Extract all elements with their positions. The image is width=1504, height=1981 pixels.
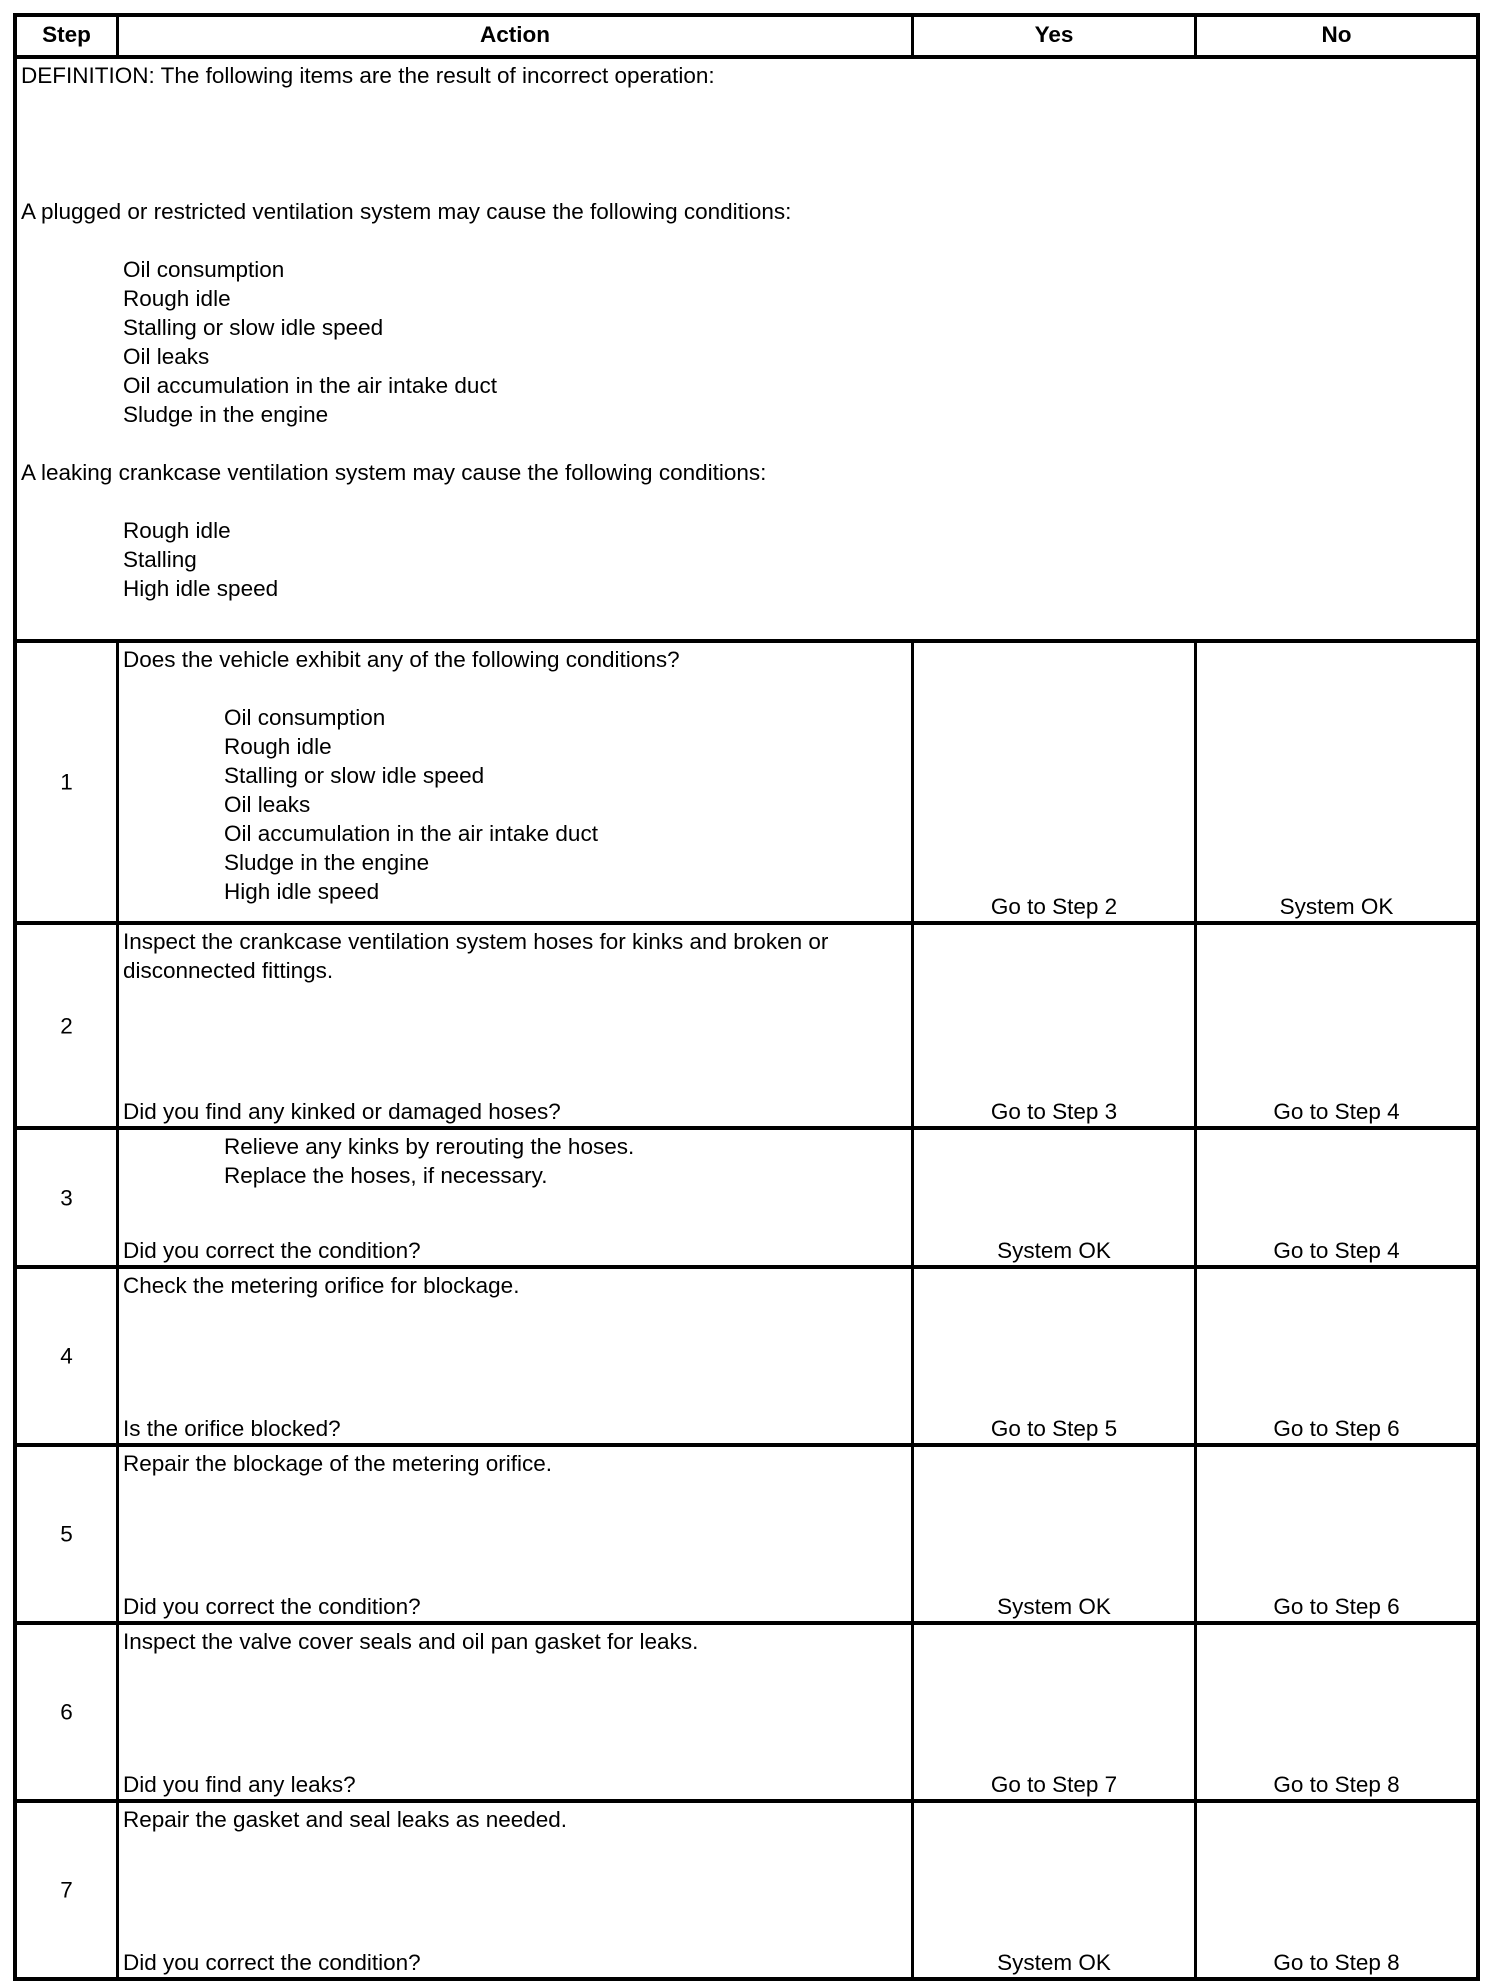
plugged-title: A plugged or restricted ventilation system may cause the following conditions: [21,199,792,224]
step-action: Inspect the crankcase ventilation system hoses for kinks and broken or disconnected fittings. [123,929,829,983]
list-item: Rough idle [123,286,231,311]
list-item: Sludge in the engine [123,402,329,427]
condition-list [123,703,907,906]
step-number: 2 [60,1013,73,1038]
no-result: Go to Step 8 [1273,1772,1400,1797]
step-action: Inspect the valve cover seals and oil pan gasket for leaks. [123,1629,699,1654]
yes-result: Go to Step 2 [990,894,1118,919]
plugged-list [21,255,1472,429]
list-item: Stalling [123,547,197,572]
step-action: Repair the gasket and seal leaks as needed. [123,1807,568,1832]
no-result: Go to Step 6 [1273,1594,1400,1619]
header-step: Step [42,22,91,47]
table-row-step-7 [17,1799,1476,1977]
step-action: Check the metering orifice for blockage. [123,1273,520,1298]
instruction-list [123,1132,907,1190]
step-number: 6 [60,1699,73,1725]
no-result: System OK [1279,894,1394,919]
table-row-step-5 [17,1443,1476,1621]
list-item: Replace the hoses, if necessary. [224,1163,548,1188]
list-item: Oil leaks [224,792,311,817]
header-yes: Yes [911,17,1194,55]
leaking-title: A leaking crankcase ventilation system may cause the following conditions: [21,460,767,485]
step-number: 7 [60,1877,73,1903]
yes-result: System OK [997,1238,1111,1263]
list-item: Sludge in the engine [224,850,430,875]
definition-intro: DEFINITION: The following items are the result of incorrect operation: [21,63,715,88]
step-question: Is the orifice blocked? [123,1416,341,1441]
step-question: Did you find any leaks? [123,1772,356,1797]
table-row-step-3 [17,1126,1476,1265]
list-item: Oil consumption [224,705,386,730]
step-action: Does the vehicle exhibit any of the following conditions? [123,647,680,672]
header-no: No [1194,17,1476,55]
list-item: Relieve any kinks by rerouting the hoses. [224,1134,635,1159]
table-header [17,17,1476,55]
header-action: Action [116,17,911,55]
no-result: Go to Step 6 [1273,1416,1400,1441]
yes-result: System OK [997,1950,1111,1975]
no-result: Go to Step 4 [1273,1099,1400,1124]
list-item: Rough idle [224,734,332,759]
list-item: Oil consumption [123,257,285,282]
list-item: Rough idle [123,518,231,543]
list-item: Oil accumulation in the air intake duct [123,373,497,398]
yes-result: Go to Step 3 [990,1099,1118,1124]
list-item: High idle speed [224,879,380,904]
leaking-list [21,516,1472,603]
list-item: Stalling or slow idle speed [123,315,384,340]
diagnostic-table [13,13,1480,1981]
yes-result: System OK [997,1594,1111,1619]
list-item: Oil leaks [123,344,210,369]
step-number: 5 [60,1521,73,1547]
step-question: Did you correct the condition? [123,1238,421,1263]
list-item: High idle speed [123,576,279,601]
step-number: 1 [60,769,73,795]
step-number: 3 [60,1185,73,1210]
yes-result: Go to Step 7 [990,1772,1118,1797]
definition-row [17,55,1476,639]
step-question: Did you correct the condition? [123,1594,421,1619]
table-row-step-4 [17,1265,1476,1443]
no-result: Go to Step 8 [1273,1950,1400,1975]
list-item: Stalling or slow idle speed [224,763,485,788]
no-result: Go to Step 4 [1273,1238,1400,1263]
step-action: Repair the blockage of the metering orifice. [123,1451,552,1476]
step-question: Did you correct the condition? [123,1950,421,1975]
yes-result: Go to Step 5 [990,1416,1118,1441]
table-row-step-1 [17,639,1476,921]
list-item: Oil accumulation in the air intake duct [224,821,598,846]
step-question: Did you find any kinked or damaged hoses? [123,1099,561,1124]
table-row-step-2 [17,921,1476,1126]
table-row-step-6 [17,1621,1476,1799]
step-number: 4 [60,1343,73,1369]
